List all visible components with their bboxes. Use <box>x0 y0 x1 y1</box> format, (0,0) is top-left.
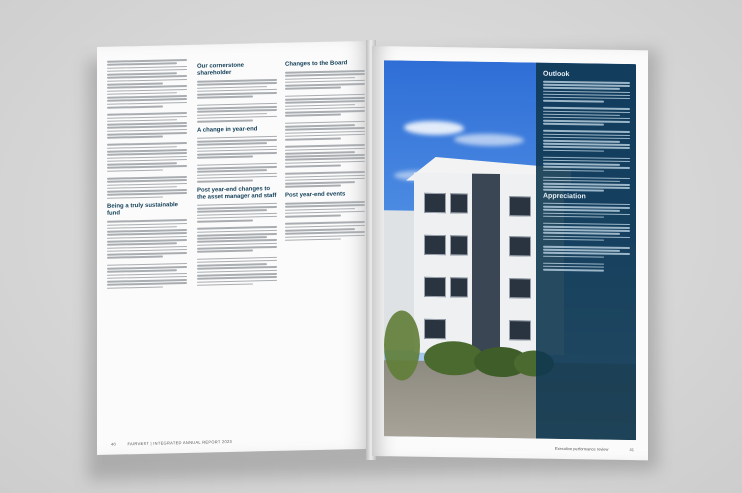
right-page-number: 41 <box>629 447 634 453</box>
left-column-2 <box>197 57 277 288</box>
heading-board-changes: Changes to the Board <box>285 60 348 68</box>
heading-asset-manager-changes: Post year-end changes to the asset manager and staff <box>197 185 277 201</box>
left-column-3 <box>285 55 365 243</box>
left-footer-text: FAIRVEST | INTEGRATED ANNUAL REPORT 2023 <box>127 438 233 447</box>
heading-outlook: Outlook <box>543 70 570 79</box>
left-page <box>97 41 369 455</box>
building-photo <box>384 60 636 440</box>
heading-appreciation: Appreciation <box>543 192 586 201</box>
right-footer <box>555 446 634 452</box>
right-page <box>372 46 648 460</box>
text-overlay-panel <box>536 63 636 441</box>
heading-cornerstone-shareholder: Our cornerstone shareholder <box>197 62 245 77</box>
heading-sustainable-fund: Being a truly sustainable fund <box>107 202 179 218</box>
left-footer <box>111 439 232 447</box>
right-footer-text: Executive performance review <box>554 445 609 452</box>
heading-post-year-end-events: Post year-end events <box>285 191 346 199</box>
left-column-1 <box>107 59 187 291</box>
heading-change-year-end: A change in year-end <box>197 126 258 134</box>
left-page-number: 40 <box>111 441 117 447</box>
